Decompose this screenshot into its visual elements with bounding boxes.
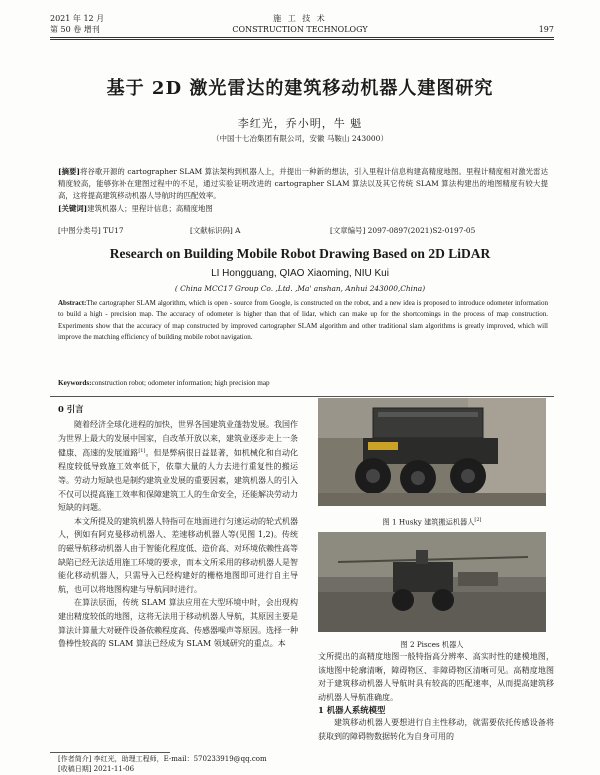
figure-2-pisces-robot	[318, 532, 546, 632]
figure-1-caption	[318, 516, 546, 526]
header-journal-cn: 施 工 技 术	[273, 14, 327, 23]
header-rule	[50, 37, 554, 38]
affiliation-cn: （中国十七冶集团有限公司，安徽 马鞍山 243000）	[212, 134, 388, 143]
section-divider	[50, 396, 554, 397]
intro-paragraph-2: 本文所提及的建筑机器人特指可在地面进行匀速运动的轮式机器人，例如有阿克曼移动机器人、差速移动机器人等(见图 1,2)。传统的磁导航移动机器人由于智能化程度低、造价高、对环境依赖性高等缺陷已经无法适用施工环境的要求，而本文所采用的移动机器人是智能化移动机器人，只需导入已经构建好的栅格地图即可进行自主导航，也可以将地图构建与导航同时进行。	[58, 516, 298, 594]
affiliation-en: ( China MCC17 Group Co. ,Ltd. ,Ma' anshan, Anhui 243000,China)	[174, 284, 426, 293]
header-page-number: 197	[538, 25, 554, 34]
title-cn: 基于 2D 激光雷达的建筑移动机器人建图研究	[106, 78, 494, 99]
section-0-heading: 0 引言	[58, 404, 84, 414]
keywords-cn-label: [关键词]	[58, 203, 88, 213]
footnote-rule	[50, 752, 170, 753]
citation-1: [1]	[138, 448, 146, 455]
keywords-en	[58, 378, 548, 388]
husky-robot-illustration	[318, 398, 546, 506]
meta-doc-code: [文献标识码] A	[190, 226, 241, 235]
footnote-received: [收稿日期] 2021-11-06	[58, 765, 135, 773]
keywords-en-label: Keywords:	[58, 379, 92, 387]
meta-article-no: [文章编号] 2097-0897(2021)S2-0197-05	[330, 226, 476, 235]
meta-clc: [中图分类号] TU17	[58, 226, 124, 235]
header-journal-en: CONSTRUCTION TECHNOLOGY	[232, 25, 368, 34]
intro-paragraph-3: 在算法层面，传统 SLAM 算法应用在大型环境中时，会出现构建出精度较低的地图，这将无法用于移动机器人导航，其原因主要是算法计算量大对硬件设备依赖程度高、传感器噪声等原因。选择一种鲁棒性较高的 SLAM 算法已经成为 SLAM 领域研究的重点。本	[58, 598, 298, 649]
abstract-en-label: Abstract:	[58, 299, 87, 307]
authors-en: LI Hongguang, QIAO Xiaoming, NIU Kui	[211, 268, 389, 279]
header-rule-2	[50, 39, 554, 40]
figure-1-husky-robot	[318, 398, 546, 506]
header-volume: 第 50 卷 增刊	[50, 25, 100, 34]
abstract-en-text: The cartographer SLAM algorithm, which is open - source from Google, is constructed on the robot, and a new idea is proposed to introduce odometer information to build a high - precision map. The accuracy of odometer is higher than that of lidar, which can make up for the shortcomings in the process of map construction. Experiments show that the accuracy of map constructed by improved cartographer SLAM algorithm and other traditional slam algorithms is greatly improved, which will improve the matching efficiency of building mobile robot navigation.	[58, 299, 548, 342]
abstract-cn-text: 将谷歌开源的 cartographer SLAM 算法架构到机器人上，并提出一种新的想法，引入里程计信息构建高精度地图。里程计精度相对激光雷达精度较高，能够弥补在建图过程中的不足，通过实验证明改进的 cartographer SLAM 算法以及其它传统 SLAM 算法构建出的地图精度有较大提高，这将提高建筑移动机器人导航时的匹配效率。	[58, 167, 549, 201]
abstract-en	[58, 298, 548, 344]
pisces-robot-illustration	[318, 532, 546, 632]
figure-1-citation: [2]	[474, 517, 482, 523]
abstract-cn-label: [摘要]	[58, 167, 81, 176]
right-column	[318, 650, 554, 744]
footnote-author-info: [作者简介] 李红光，助理工程师，E-mail：570233919@qq.com	[58, 755, 267, 763]
header-issue-date: 2021 年 12 月	[50, 14, 105, 23]
authors-cn: 李红光，乔小明，牛 魁	[237, 117, 363, 130]
abstract-cn	[58, 166, 548, 215]
figure-1-caption-text: 图 1 Husky 建筑搬运机器人	[382, 517, 475, 527]
intro-p1-rest: 。但是弊病很日益显著，如机械化和自动化程度较低导致施工效率低下，依靠大量的人力去进行重复性的搬运等。劳动力短缺也是制约建筑业发展的重要因素，建筑机器人的引入不仅可以提高施工效率和保障建筑工人的生命安全，还能解决劳动力短缺的问题。	[58, 448, 298, 513]
keywords-cn-text: 建筑机器人；里程计信息；高精度地图	[87, 203, 213, 213]
right-paragraph-section-1: 建筑移动机器人要想进行自主性移动，就需要依托传感设备将获取到的障碍物数据转化为自身可用的	[318, 718, 554, 741]
section-1-heading: 1 机器人系统模型	[318, 705, 386, 716]
intro-paragraph-1	[58, 418, 298, 515]
title-en: Research on Building Mobile Robot Drawing Based on 2D LiDAR	[109, 246, 491, 261]
intro-p1-text: 随着经济全球化进程的加快，世界各国建筑业蓬勃发展。我国作为世界上最大的发展中国家，自改革开放以来，建筑业逐步走上一条健康、高速的发展道路	[58, 420, 298, 458]
keywords-en-text: construction robot; odometer information; high precision map	[91, 379, 270, 387]
right-paragraph-continued: 文所提出的高精度地图一般特指高分辨率、高实时性的建模地图，该地图中轮廓清晰，障碍物区、非障碍物区清晰可见。高精度地图对于建筑移动机器人导航时具有较高的匹配速率，从而提高建筑移动机器人导航准确度。	[318, 652, 554, 702]
figure-2-caption: 图 2 Pisces 机器人	[400, 640, 464, 649]
left-column	[58, 418, 298, 651]
